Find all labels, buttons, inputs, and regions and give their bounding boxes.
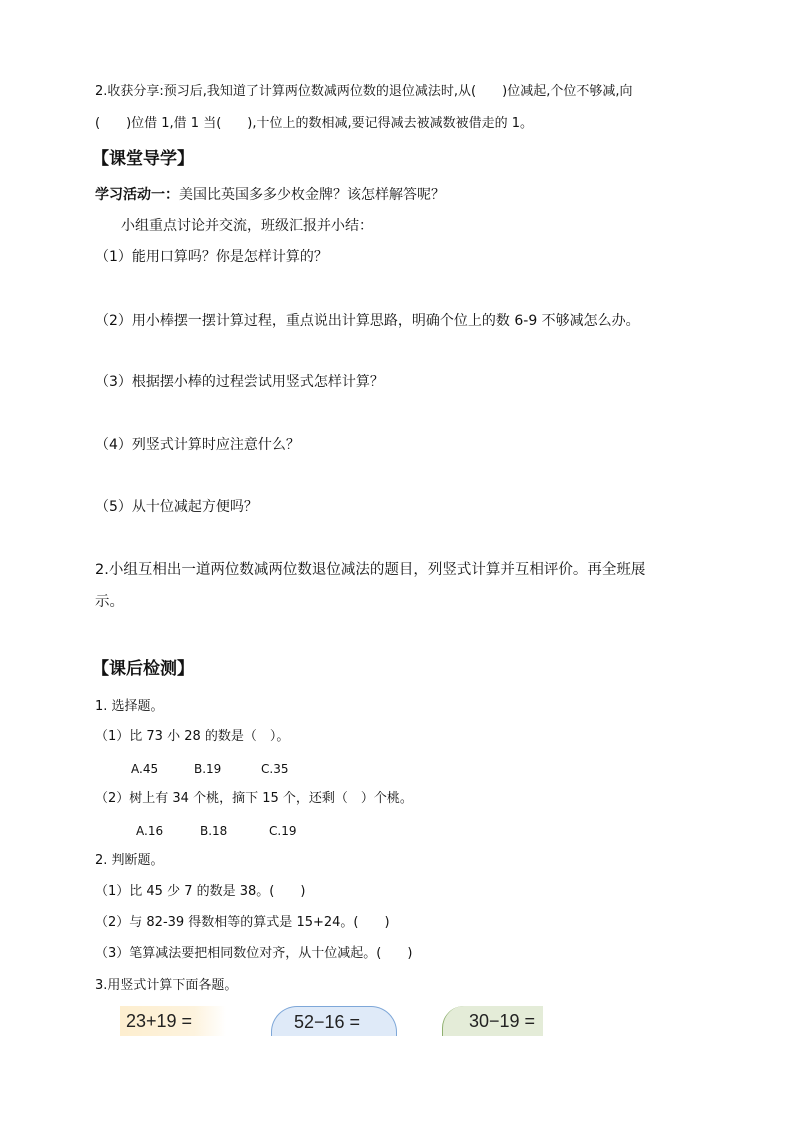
- choice-q2-option-b: B.18: [200, 824, 228, 838]
- choice-q2-option-c: C.19: [269, 824, 297, 838]
- activity-label: 学习活动一：: [95, 187, 179, 203]
- after-class-heading: 【课后检测】: [92, 659, 194, 679]
- choice-q1-option-b: B.19: [194, 762, 222, 776]
- calc-problem-1: 23+19 =: [120, 1006, 226, 1036]
- judge-title: 2. 判断题。: [95, 853, 164, 868]
- choice-question-2: （2）树上有 34 个桃，摘下 15 个，还剩（ ）个桃。: [95, 791, 413, 806]
- question-4: （4）列竖式计算时应注意什么？: [95, 437, 300, 453]
- judge-item-1: （1）比 45 少 7 的数是 38。( ): [95, 884, 306, 899]
- judge-item-3: （3）笔算减法要把相同数位对齐，从十位减起。( ): [95, 946, 413, 961]
- activity-line: [95, 186, 445, 204]
- calc-problem-2: 52−16 =: [271, 1006, 397, 1036]
- calc-problem-3: 30−19 =: [442, 1006, 543, 1036]
- choice-q2-option-a: A.16: [136, 824, 164, 838]
- intro-line-1: 2.收获分享:预习后,我知道了计算两位数减两位数的退位减法时,从( )位减起,个位不够减,向: [95, 84, 633, 99]
- task2-line-1: 2.小组互相出一道两位数减两位数退位减法的题目，列竖式计算并互相评价。再全班展: [95, 562, 646, 578]
- question-3: （3）根据摆小棒的过程尝试用竖式怎样计算？: [95, 374, 384, 390]
- choice-q1-option-c: C.35: [261, 762, 289, 776]
- intro-line-2: ( )位借 1,借 1 当( ),十位上的数相减,要记得减去被减数被借走的 1。: [95, 116, 534, 131]
- judge-item-2: （2）与 82-39 得数相等的算式是 15+24。( ): [95, 915, 390, 930]
- question-5: （5）从十位减起方便吗？: [95, 499, 258, 515]
- choice-question-1: （1）比 73 小 28 的数是（ ）。: [95, 729, 290, 744]
- calc-title: 3.用竖式计算下面各题。: [95, 978, 238, 993]
- question-2: （2）用小棒摆一摆计算过程，重点说出计算思路，明确个位上的数 6-9 不够减怎么办。: [95, 313, 640, 329]
- classroom-heading: 【课堂导学】: [92, 149, 194, 169]
- task2-line-2: 示。: [95, 594, 124, 610]
- instruction-text: 小组重点讨论并交流，班级汇报并小结：: [121, 218, 373, 234]
- question-1: （1）能用口算吗？你是怎样计算的？: [95, 249, 328, 265]
- choice-q1-option-a: A.45: [131, 762, 159, 776]
- activity-text: 美国比英国多多少枚金牌？该怎样解答呢？: [179, 187, 445, 203]
- choice-title: 1. 选择题。: [95, 699, 164, 714]
